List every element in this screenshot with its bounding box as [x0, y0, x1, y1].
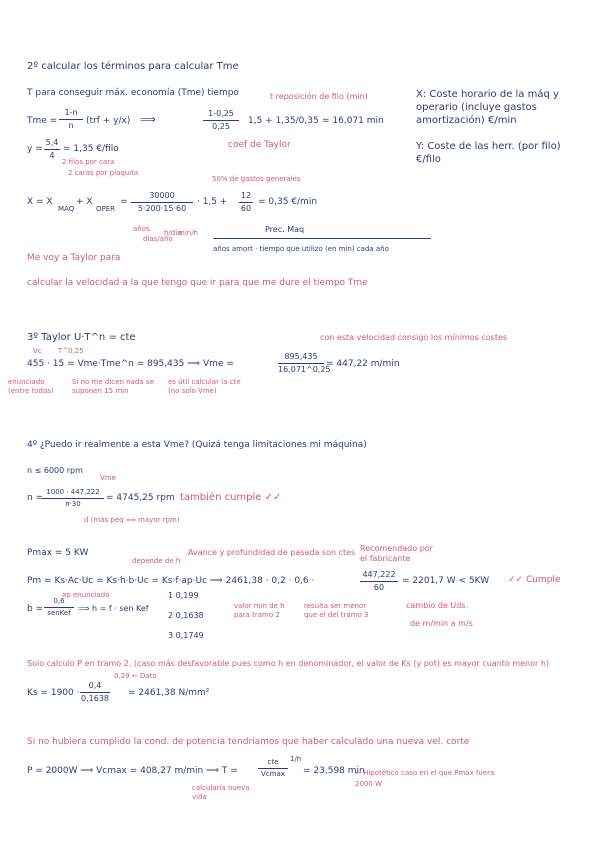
tme-result: = 16,071 min — [322, 116, 384, 126]
pmax: Pmax = 5 KW — [27, 548, 89, 558]
pm-result: = 2201,7 W < 5KW — [402, 576, 490, 586]
x-mult: · 1,5 + — [197, 197, 228, 207]
ks-label: Ks = 1900 · — [27, 688, 80, 698]
nueva-vida-note: calcularía nueva vida — [192, 784, 250, 802]
x-result: = 0,35 €/min — [258, 197, 318, 207]
tme-fraction: 1-n n — [59, 109, 83, 130]
section-3-heading: 3º Taylor U·T^n = cte — [27, 332, 136, 343]
util-note: es útil calcular la cte (no solo Vme) — [168, 378, 241, 396]
prec-denominator: años amort · tiempo que utilizo (en min) cada año — [213, 245, 389, 253]
x-plus: + X — [76, 197, 93, 207]
cambio-note: cambio de Uds. — [406, 601, 469, 610]
recomendado-note: Recomendado por el fabricante — [360, 544, 433, 563]
tramo-3: 3 0,1749 — [168, 631, 204, 640]
tramo-2: 2 0,1638 — [168, 611, 204, 620]
coef-taylor-note: coef de Taylor — [228, 140, 291, 150]
section-2-heading: 2º calcular los términos para calcular Tme — [27, 61, 239, 72]
d-note: d (más peq ⟹ mayor rpm) — [84, 516, 180, 524]
x-minh-note: min/h — [178, 229, 198, 237]
tme-bracket: 1,5 + 1,35/0,35 — [248, 116, 319, 126]
tme-arrow: ⟹ — [140, 113, 156, 126]
nada-note: Si no me dicen nada se suponen 15 min — [72, 378, 154, 396]
solo-tramo-2-note: Solo calculo P en tramo 2. (caso más desfavorable pues como h en denominador, el valor de Ks (y pot) es mayor cuanto menor h) — [27, 659, 550, 668]
x-days-note: días/año — [143, 235, 173, 243]
section-5-heading: Si no hubiera cumplido la cond. de potencia tendríamos que haber calculado una nueva vel. corte — [27, 737, 470, 747]
t-result: = 23,598 min — [303, 766, 365, 776]
x-fraction-2: 12 60 — [240, 191, 252, 213]
y-label: y = — [27, 144, 43, 154]
t-exponent: 1/n — [290, 755, 302, 763]
prec-bar — [213, 238, 431, 239]
x-definition: X: Coste horario de la máq y operario (incluye gastos amortización) €/min — [416, 89, 559, 126]
b-fraction: 0,6 senKef — [44, 598, 74, 617]
t-reposicion-note: t reposición de filo (min) — [270, 92, 368, 101]
cumple-2: ✓✓ Cumple — [508, 575, 561, 585]
ks-exponent: 0,29 ← Dato — [114, 672, 157, 680]
prec-maq: Prec. Maq — [265, 225, 305, 234]
b-h: ⟹ h = f · sen Kef — [78, 604, 149, 613]
depende-h-note: depende de h — [132, 557, 181, 565]
sup-vc: Vc — [33, 347, 42, 355]
enunciado-note: enunciado (entre todas) — [8, 378, 54, 396]
n-fraction: 1000 · 447,222 π·30 — [42, 489, 104, 508]
t-fraction: cte Vcmax — [258, 759, 288, 778]
pm-fraction: 447,222 60 — [360, 571, 398, 592]
n-eq: n = — [27, 493, 44, 503]
valor-min-note: valor min de h para tramo 2 — [234, 602, 285, 620]
sup-t: T^0,25 — [58, 347, 84, 355]
vme-fraction: 895,435 16,071^0,25 — [278, 352, 331, 374]
cumple-1: también cumple ✓✓ — [180, 492, 282, 503]
hipotetico-note: ← Hipotético caso en el que Pmax fuera 2000 W — [355, 769, 495, 788]
y-fraction: 5,4 4 — [45, 138, 59, 160]
tme-fraction-2: 1-0,25 0,25 — [203, 110, 239, 131]
ks-fraction: 0,4 0,1638 — [81, 681, 109, 703]
tme-paren: (trf + y/x) — [86, 116, 131, 126]
taylor-eq: 455 · 15 = Vme·Tme^n = 895,435 ⟹ Vme = — [27, 359, 234, 369]
tramo-1: 1 0,199 — [168, 591, 199, 600]
avance-note: Avance y profundidad de pasada son ctes — [188, 548, 356, 557]
x-sub-oper: OPER — [96, 205, 116, 213]
vcmax-eq: P = 2000W ⟹ Vcmax = 408,27 m/min ⟹ T = — [27, 766, 238, 776]
vme-result: = 447,22 m/min — [326, 359, 400, 369]
costes-note: con esta velocidad consigo los mínimos costes — [320, 333, 508, 342]
y-note-caras: 2 caras por plaquita — [68, 169, 139, 177]
x-eq: = — [120, 197, 128, 207]
y-note-filos: 2 filos por cara — [62, 158, 115, 166]
pink-line-1: Me voy a Taylor para — [27, 253, 121, 263]
b-label: b = — [27, 604, 44, 614]
gastos-note: 50% de gastos generales — [212, 175, 301, 183]
n-result: = 4745,25 rpm — [106, 493, 175, 503]
ks-result: = 2461,38 N/mm² — [128, 688, 210, 698]
x-expr-a: X = X — [27, 197, 53, 207]
cambio-de-note: de m/min a m/s — [410, 619, 473, 628]
n-limit: n ≤ 6000 rpm — [27, 466, 83, 475]
x-fraction: 30000 5·200·15·60 — [131, 192, 193, 213]
x-hday-note: h/día — [164, 229, 182, 237]
tme-label: Tme = — [27, 116, 58, 126]
tme-condition: T para conseguir máx. economía (Tme) tiempo — [27, 88, 239, 98]
ap-enunciado-note: ap enunciado — [62, 591, 110, 599]
x-years-note: años — [133, 225, 150, 233]
vme-small: Vme — [100, 474, 116, 482]
y-result: = 1,35 €/filo — [63, 144, 119, 154]
x-sub-maq: MÁQ — [58, 205, 75, 213]
pink-line-2: calcular la velocidad a la que tengo que ir para que me dure el tiempo Tme — [27, 278, 368, 288]
pm-eq: Pm = Ks·Ac·Uc = Ks·h·b·Uc = Ks·f·ap·Uc ⟹ 2461,38 · 0,2 · 0,6 · — [27, 576, 315, 586]
resulta-note: resulta ser menor que el del tramo 3 — [304, 602, 369, 620]
section-4-heading: 4º ¿Puedo ir realmente a esta Vme? (Quizá tenga limitaciones mi máquina) — [27, 440, 367, 450]
y-definition: Y: Coste de las herr. (por filo) €/filo — [416, 141, 561, 165]
